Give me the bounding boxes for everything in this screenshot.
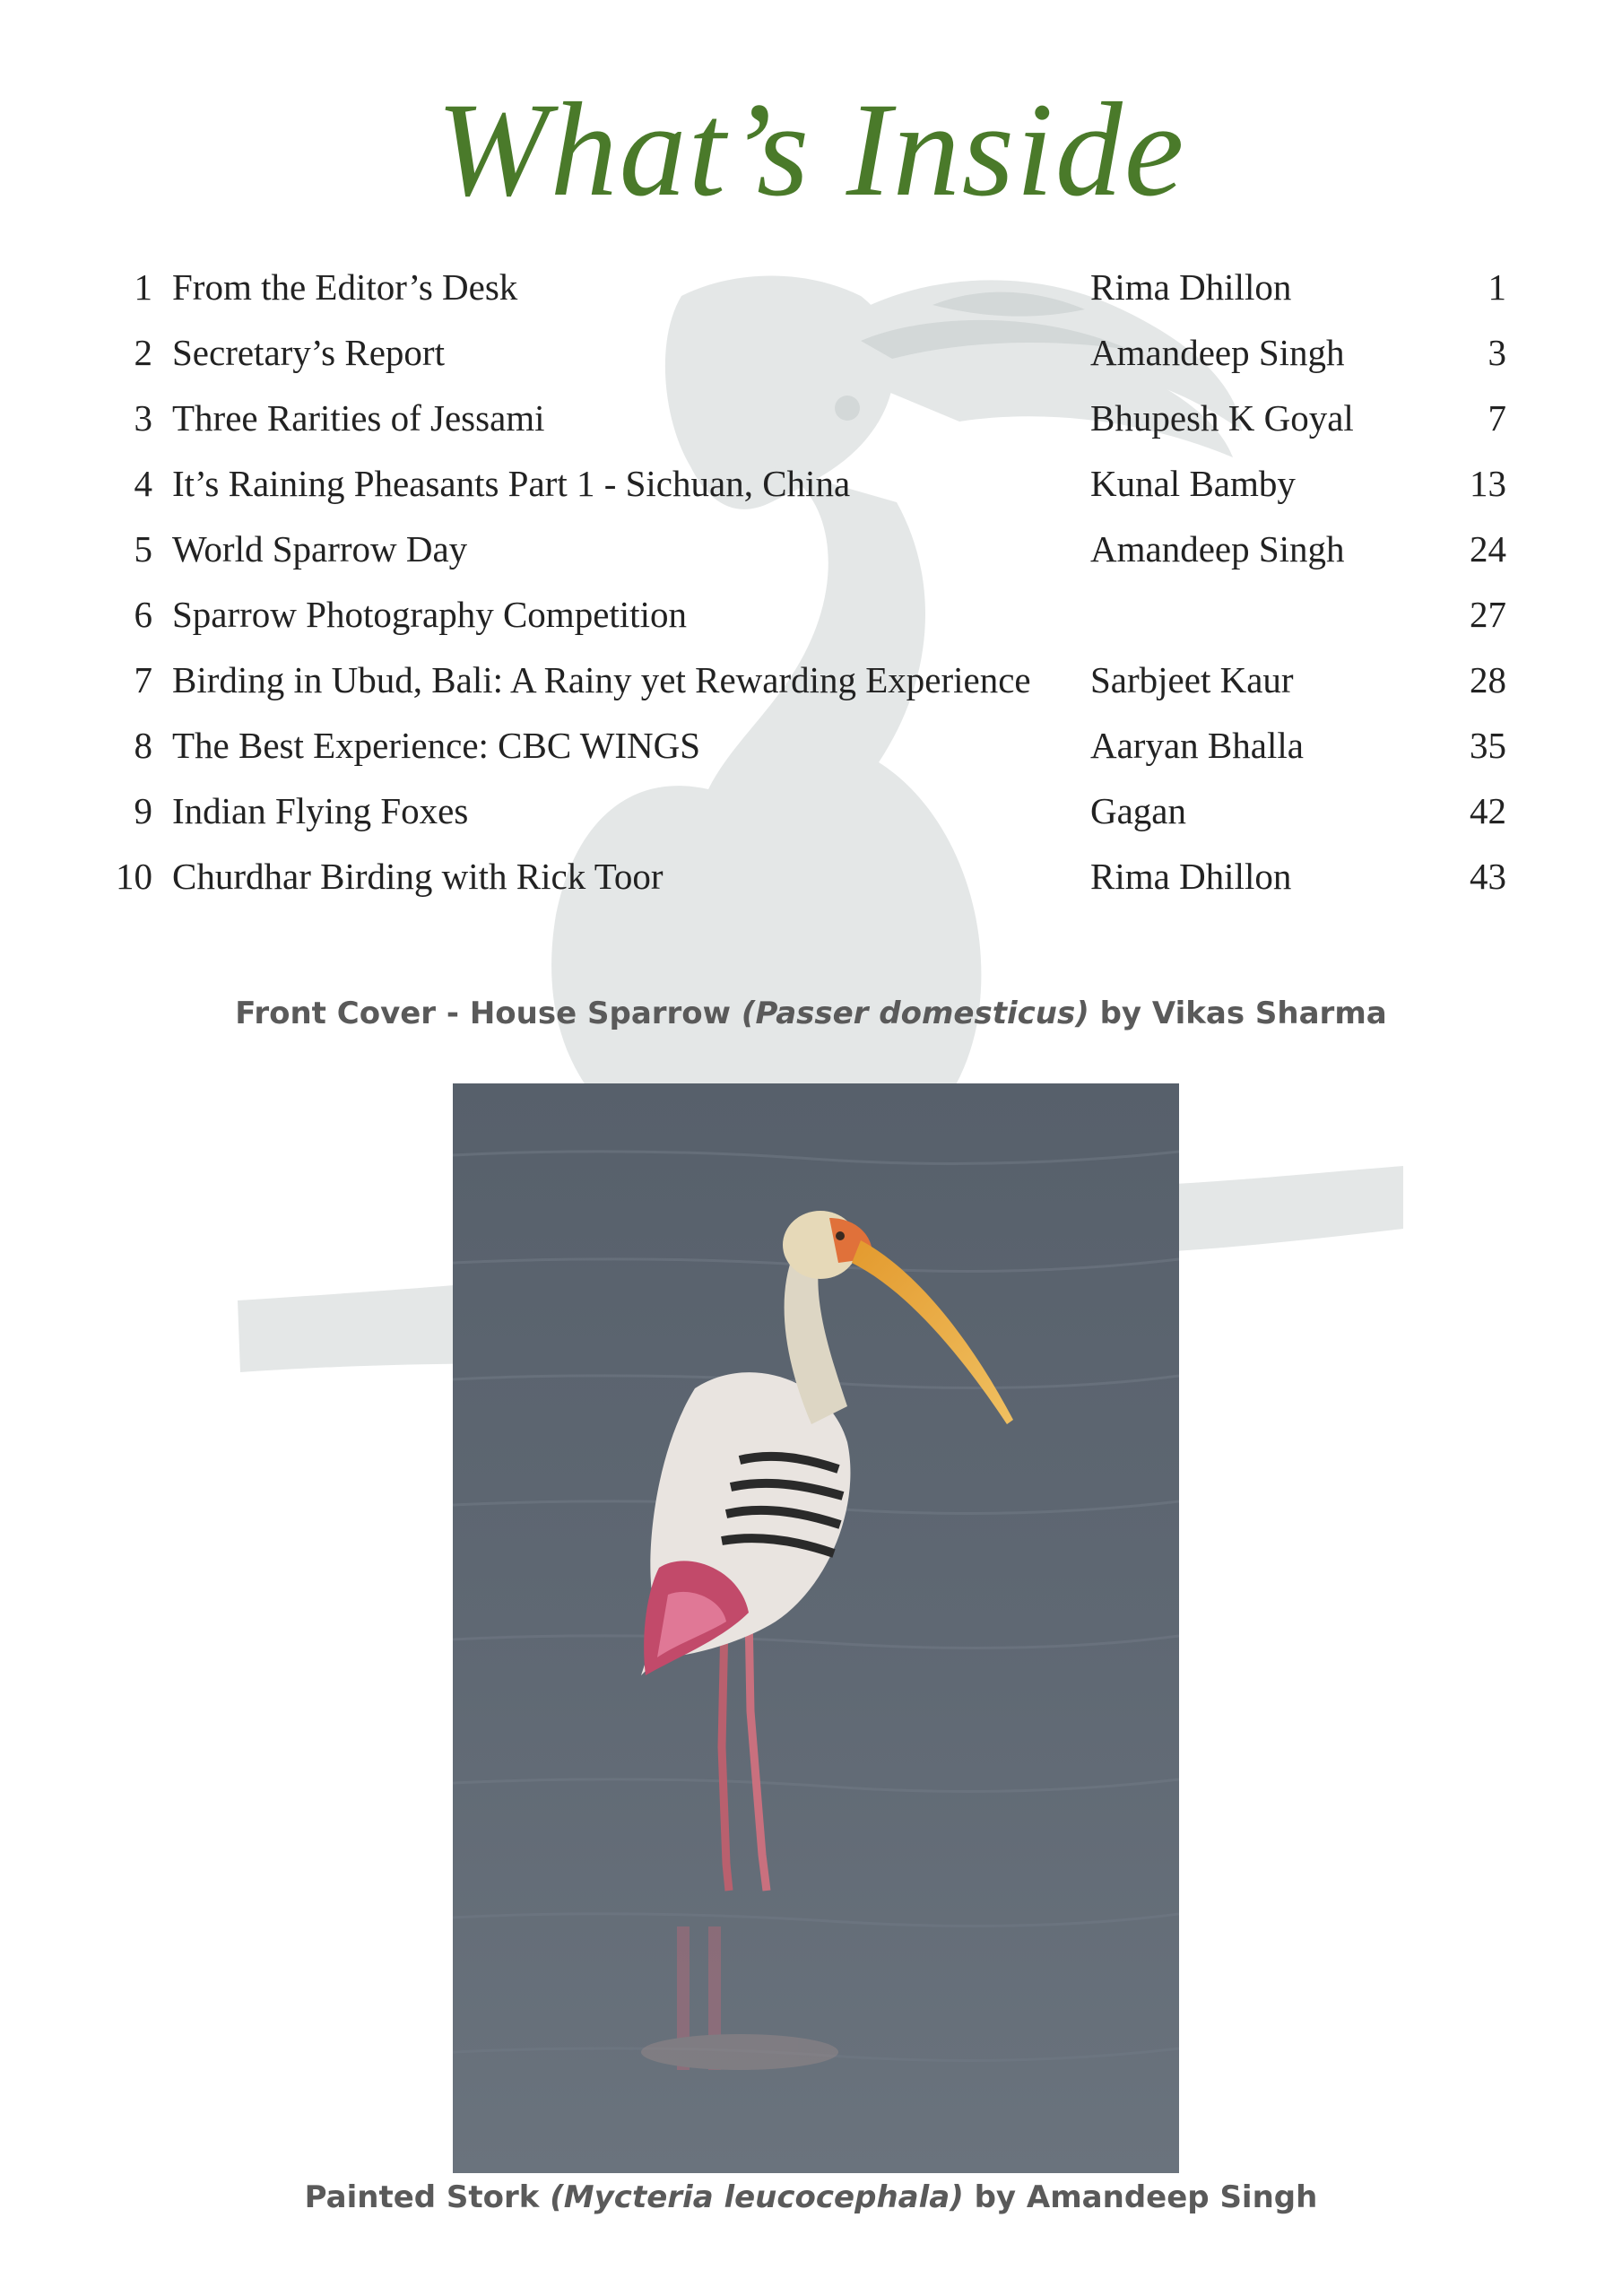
toc-article-title: From the Editor’s Desk <box>172 266 518 308</box>
caption-suffix: by Vikas Sharma <box>1089 996 1387 1031</box>
toc-number: 10 <box>116 856 152 897</box>
painted-stork-photo <box>453 1083 1179 2173</box>
caption-suffix: by Amandeep Singh <box>963 2179 1318 2215</box>
toc-article-title: Three Rarities of Jessami <box>172 397 545 439</box>
toc-page-number: 7 <box>1488 397 1506 439</box>
toc-row[interactable] <box>0 587 1622 641</box>
toc-page-number: 24 <box>1470 528 1506 570</box>
caption-prefix: Front Cover - House Sparrow <box>235 996 742 1031</box>
toc-page-number: 28 <box>1470 659 1506 700</box>
photo-caption <box>0 2179 1622 2215</box>
toc-author: Rima Dhillon <box>1090 856 1292 897</box>
caption-prefix: Painted Stork <box>304 2179 551 2215</box>
front-cover-caption <box>0 996 1622 1031</box>
toc-row[interactable] <box>0 849 1622 903</box>
toc-author: Gagan <box>1090 790 1187 831</box>
toc-row[interactable] <box>0 326 1622 379</box>
toc-article-title: It’s Raining Pheasants Part 1 - Sichuan, China <box>172 463 851 504</box>
toc-number: 7 <box>134 659 152 700</box>
toc-row[interactable] <box>0 457 1622 510</box>
toc-row[interactable] <box>0 784 1622 838</box>
toc-author: Amandeep Singh <box>1090 528 1345 570</box>
toc-row[interactable] <box>0 653 1622 707</box>
toc-number: 9 <box>134 790 152 831</box>
toc-page-number: 35 <box>1470 725 1506 766</box>
toc-author: Rima Dhillon <box>1090 266 1292 308</box>
toc-row[interactable] <box>0 391 1622 445</box>
toc-number: 5 <box>134 528 152 570</box>
caption-species: (Passer domesticus) <box>741 996 1089 1031</box>
toc-article-title: Indian Flying Foxes <box>172 790 469 831</box>
toc-number: 2 <box>134 332 152 373</box>
toc-author: Amandeep Singh <box>1090 332 1345 373</box>
toc-page-number: 43 <box>1470 856 1506 897</box>
toc-row[interactable] <box>0 718 1622 772</box>
toc-author: Sarbjeet Kaur <box>1090 659 1294 700</box>
toc-article-title: Churdhar Birding with Rick Toor <box>172 856 664 897</box>
toc-number: 3 <box>134 397 152 439</box>
page-title: What’s Inside <box>436 75 1186 224</box>
toc-author: Kunal Bamby <box>1090 463 1296 504</box>
toc-article-title: Sparrow Photography Competition <box>172 594 687 635</box>
caption-species: (Mycteria leucocephala) <box>550 2179 964 2215</box>
toc-row[interactable] <box>0 522 1622 576</box>
toc-author: Bhupesh K Goyal <box>1090 397 1354 439</box>
toc-number: 4 <box>134 463 152 504</box>
toc-number: 8 <box>134 725 152 766</box>
toc-article-title: Birding in Ubud, Bali: A Rainy yet Rewarding Experience <box>172 659 1031 700</box>
toc-page-number: 42 <box>1470 790 1506 831</box>
toc-row[interactable] <box>0 260 1622 314</box>
toc-article-title: The Best Experience: CBC WINGS <box>172 725 701 766</box>
toc-article-title: Secretary’s Report <box>172 332 445 373</box>
toc-number: 1 <box>134 266 152 308</box>
toc-page-number: 3 <box>1488 332 1506 373</box>
toc-page-number: 13 <box>1470 463 1506 504</box>
toc-article-title: World Sparrow Day <box>172 528 468 570</box>
toc-author: Aaryan Bhalla <box>1090 725 1304 766</box>
toc-page-number: 1 <box>1488 266 1506 308</box>
toc-number: 6 <box>134 594 152 635</box>
toc-page-number: 27 <box>1470 594 1506 635</box>
